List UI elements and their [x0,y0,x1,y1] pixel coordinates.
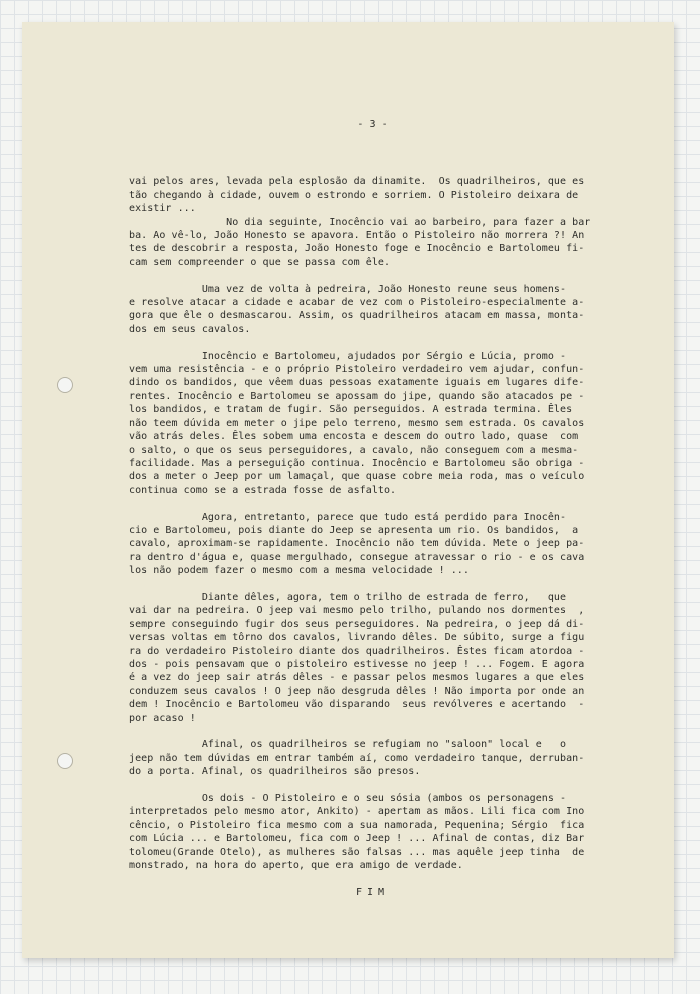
closing-text: FIM [355,886,390,898]
text-line: vai pelos ares, levada pela esplosão da dinamite. Os quadrilheiros, que es [129,176,585,188]
text-line: ba. Ao vê-lo, João Honesto se apavora. Então o Pistoleiro não morrera ?! An [129,230,585,242]
text-line: versas voltas em tôrno dos cavalos, livrando dêles. De súbito, surge a figu [129,632,585,644]
text-line: e resolve atacar a cidade e acabar de vez com o Pistoleiro-especialmente a- [129,297,585,309]
text-line: los não podem fazer o mesmo com a mesma velocidade ! ... [129,565,469,577]
text-line: facilidade. Mas a perseguição continua. Inocêncio e Bartolomeu são obriga - [129,457,585,469]
text-line: o salto, o que os seus perseguidores, a cavalo, não conseguem com a mesma- [129,444,579,456]
text-line: cavalo, aproximam-se rapidamente. Inocêncio não tem dúvida. Mete o jeep pa- [129,538,585,550]
paragraph [129,175,616,269]
text-line: dindo os bandidos, que vêem duas pessoas exatamente iguais em lugares dife- [129,377,585,389]
text-line: Os dois - O Pistoleiro e o seu sósia (ambos os personagens - [129,793,567,804]
text-line: dos em seus cavalos. [129,323,251,335]
text-line: vão atrás deles. Êles sobem uma encosta e descem do outro lado, quase com [129,431,579,443]
text-line: vem uma resistência - e o próprio Pistoleiro verdadeiro vem ajudar, confun- [129,364,585,376]
paragraph [129,511,616,578]
paragraph [129,591,616,725]
text-line: cam sem compreender o que se passa com êle. [129,256,391,268]
text-line: ra do verdadeiro Pistoleiro diante dos quadrilheiros. Êstes ficam atordoa - [129,645,585,657]
text-line: vai dar na pedreira. O jeep vai mesmo pelo trilho, pulando nos dormentes , [129,605,585,617]
text-line: cio e Bartolomeu, pois diante do Jeep se apresenta um rio. Os bandidos, a [129,524,579,536]
page-number: - 3 - [357,119,388,130]
text-line: Afinal, os quadrilheiros se refugiam no "saloon" local e o [129,739,567,751]
text-line: dos a meter o Jeep por um lamaçal, que quase cobre meia roda, mas o veículo [129,471,585,483]
paragraph [129,792,616,872]
text-line: Uma vez de volta à pedreira, João Honesto reune seus homens- [129,283,567,295]
text-line: dem ! Inocêncio e Bartolomeu vão disparando seus revólveres e acertando - [129,699,585,711]
text-line: gora que êle o desmascarou. Assim, os quadrilheiros atacam em massa, monta- [129,310,585,322]
binder-hole-bottom [57,753,73,769]
text-line: ra dentro d'água e, quase mergulhado, consegue atravessar o rio - e os cava [129,551,585,563]
text-line: jeep não tem dúvidas em entrar também aí, como verdadeiro tanque, derruban- [129,752,585,764]
text-line: rentes. Inocêncio e Bartolomeu se apossam do jipe, quando são atacados pe - [129,390,585,402]
text-line: do a porta. Afinal, os quadrilheiros são presos. [129,766,421,778]
text-line: por acaso ! [129,712,196,724]
text-line: Diante dêles, agora, tem o trilho de estrada de ferro, que [129,591,567,603]
text-line: interpretados pelo mesmo ator, Ankito) - apertam as mãos. Lili fica com Ino [129,806,585,818]
text-line: sempre conseguindo fugir dos seus perseguidores. Na pedreira, o jeep dá di- [129,618,585,630]
text-line: é a vez do jeep sair atrás dêles - e passar pelos mesmos lugares a que eles [129,672,585,684]
text-line: existir ... [129,203,196,215]
text-line: cêncio, o Pistoleiro fica mesmo com a sua namorada, Pequenina; Sérgio fica [129,819,585,831]
text-line: com Lúcia ... e Bartolomeu, fica com o Jeep ! ... Afinal de contas, diz Bar [129,833,585,845]
text-line: Inocêncio e Bartolomeu, ajudados por Sérgio e Lúcia, promo - [129,350,567,362]
paragraph-list [129,175,616,872]
text-line: No dia seguinte, Inocêncio vai ao barbeiro, para fazer a bar [129,216,591,228]
typed-text [129,118,616,899]
text-line: Agora, entretanto, parece que tudo está perdido para Inocên- [129,511,567,523]
text-line: monstrado, na hora do aperto, que era amigo de verdade. [129,860,463,872]
text-line: conduzem seus cavalos ! O jeep não desgruda dêles ! Não importa por onde an [129,685,585,697]
text-line: continua como se a estrada fosse de asfalto. [129,484,397,496]
text-line: los bandidos, e tratam de fugir. São perseguidos. A estrada termina. Êles [129,404,573,416]
text-line: tão chegando à cidade, ouvem o estrondo e sorriem. O Pistoleiro deixara de [129,189,579,201]
paragraph [129,350,616,497]
text-line: não teem dúvida em meter o jipe pelo terreno, mesmo sem estrada. Os cavalos [129,417,585,429]
binder-hole-top [57,377,73,393]
paragraph [129,283,616,337]
text-line: tolomeu(Grande Otelo), as mulheres são falsas ... mas aquêle jeep tinha de [129,846,585,858]
text-line: dos - pois pensavam que o pistoleiro estivesse no jeep ! ... Fogem. E agora [129,658,585,670]
paragraph [129,738,616,778]
text-line: tes de descobrir a resposta, João Honesto foge e Inocêncio e Bartolomeu fi- [129,243,585,255]
document-page [22,22,674,958]
